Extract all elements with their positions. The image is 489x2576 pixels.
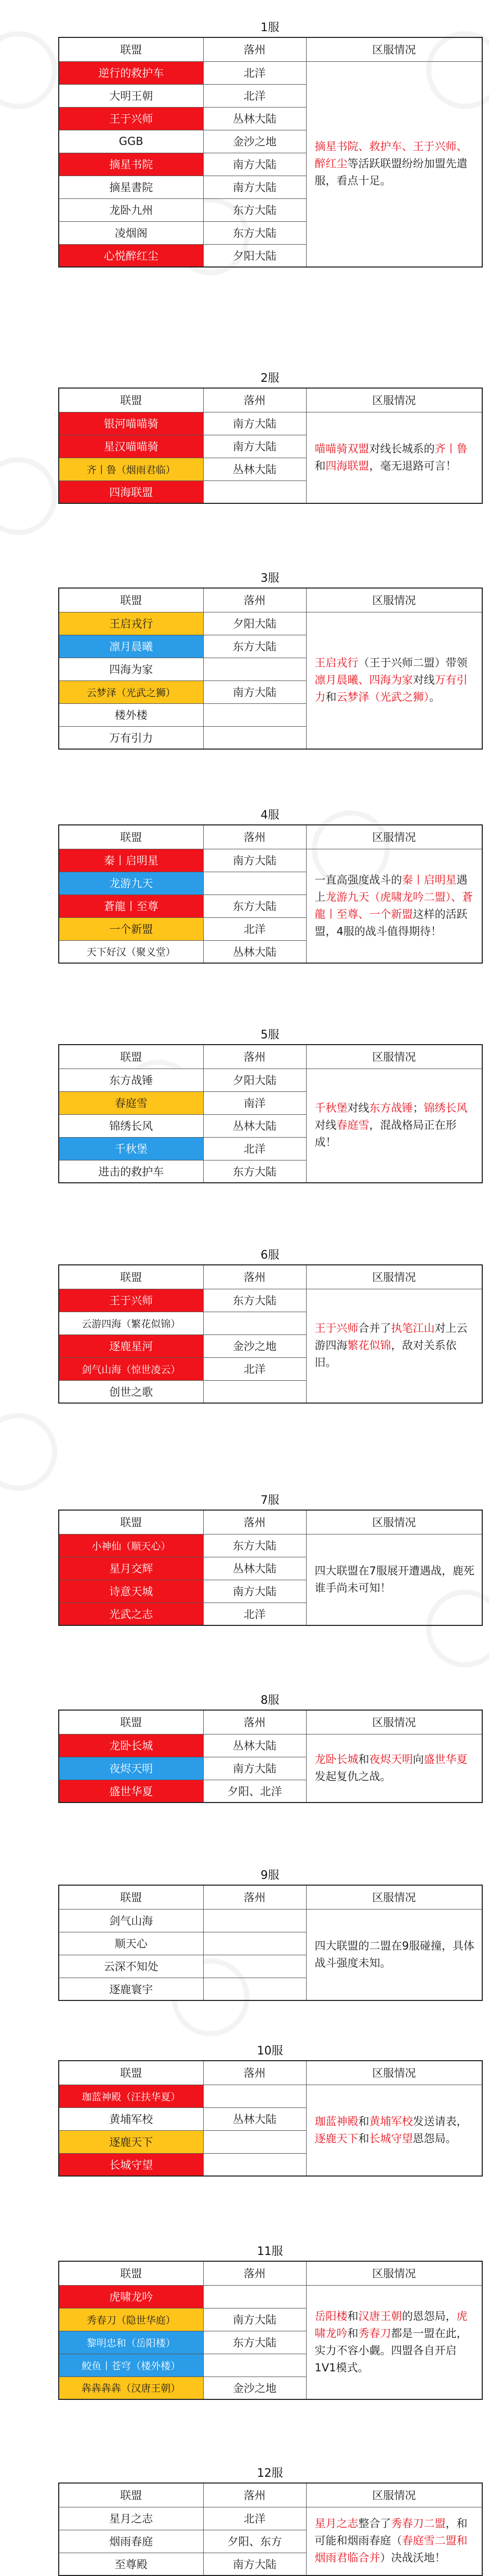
server-section [58,807,482,964]
table-row [59,2507,482,2530]
alliance-cell: 王启戎行 [59,612,203,635]
situation-text: 对线 [413,674,435,687]
header-alliance: 联盟 [59,1885,203,1909]
alliance-cell: 四海联盟 [59,481,203,503]
alliance-cell: 齐丨鲁（烟雨君临） [59,458,203,481]
alliance-cell: 东方战锤 [59,1069,203,1091]
header-alliance: 联盟 [59,825,203,849]
highlight-text: 逐鹿天下 [314,2132,359,2145]
state-cell: 东方大陆 [203,1289,306,1312]
situation-cell [306,1734,482,1803]
alliance-cell: 王于兴师 [59,1289,203,1312]
situation-text: 和 [347,2327,359,2340]
header-state: 落州 [203,825,306,849]
header-alliance: 联盟 [59,37,203,61]
state-cell [203,1909,306,1932]
alliance-cell: 盛世华夏 [59,1780,203,1803]
situation-text: 对线 [347,1102,369,1115]
alliance-cell: 星汉喵喵骑 [59,435,203,458]
highlight-text: 春庭雪 [336,1119,369,1132]
alliance-cell: 心悦醉红尘 [59,244,203,267]
situation-text: 发起复仇之战。 [314,1770,391,1783]
state-cell: 金沙之地 [203,1334,306,1357]
highlight-text: 云梦泽（光武之狮） [336,691,429,704]
alliance-cell: 龙卧九州 [59,198,203,221]
state-cell: 南方大陆 [203,1757,306,1780]
table-row [59,1909,482,1932]
highlight-text: 执笔江山 [391,1322,435,1335]
header-situation: 区服情况 [306,1265,482,1289]
server-section [58,1492,482,1626]
alliance-cell: 逆行的救护车 [59,61,203,84]
alliance-cell: 虎啸龙吟 [59,2285,203,2308]
state-cell [203,1380,306,1403]
highlight-text: 秀春刀二盟 [391,2517,446,2530]
situation-text: 。 [429,691,440,704]
alliance-cell: 四海为家 [59,658,203,680]
alliance-cell: 秀春刀（隐世华庭） [59,2308,203,2331]
server-table [58,1044,483,1183]
situation-text: 的恩怨局， [402,2310,457,2323]
table-header-row [59,2061,482,2085]
header-situation: 区服情况 [306,2483,482,2507]
state-cell [203,726,306,749]
situation-text: 对线 [314,1119,337,1132]
highlight-text: 千秋堡 [314,1102,348,1115]
alliance-cell: 长城守望 [59,2153,203,2176]
server-title: 6服 [260,1249,280,1262]
server-table [58,2261,483,2400]
state-cell: 夕阳、北洋 [203,1780,306,1803]
highlight-text: 繁花似锦 [347,1339,391,1352]
state-cell: 北洋 [203,1137,306,1160]
alliance-cell: 剑气山海（惊世凌云） [59,1357,203,1380]
table-row [59,412,482,435]
header-alliance: 联盟 [59,388,203,412]
server-table [58,1710,483,1803]
situation-text: 和 [358,1753,369,1766]
situation-text: （王于兴师二盟）带领 [358,657,468,670]
state-cell: 夕阳大陆 [203,244,306,267]
header-situation: 区服情况 [306,37,482,61]
state-cell: 南方大陆 [203,435,306,458]
table-header-row [59,825,482,849]
alliance-cell: 云梦泽（光武之狮） [59,680,203,703]
situation-text: ； [413,1102,424,1115]
alliance-cell: 云游四海（繁花似锦） [59,1312,203,1334]
situation-text: 这样的活跃盟，4服的战斗值得期待！ [314,907,468,938]
highlight-text: 星月之志 [314,2517,359,2530]
header-situation: 区服情况 [306,1510,482,1534]
alliance-cell: 至尊殿 [59,2553,203,2575]
alliance-cell: 逐鹿星河 [59,1334,203,1357]
alliance-cell: 创世之歌 [59,1380,203,1403]
server-section [58,370,482,504]
highlight-text: 夜烬天明 [369,1753,413,1766]
alliance-cell: 蒼龍丨至尊 [59,895,203,917]
server-section [58,1026,482,1183]
situation-text: 都是一盟在此，实力不容小觑。四盟各自开启1V1模式。 [314,2327,468,2374]
table-header-row [59,1885,482,1909]
situation-text: 等活跃联盟纷纷加盟先遣服，看点十足。 [314,157,468,188]
table-row [59,1289,482,1312]
server-title: 8服 [260,1694,280,1707]
highlight-text: 秀春刀 [358,2327,391,2340]
alliance-cell: 星月交辉 [59,1557,203,1580]
server-title: 7服 [260,1494,280,1507]
state-cell: 丛林大陆 [203,1557,306,1580]
highlight-text: 岳阳楼 [314,2310,348,2323]
alliance-cell: 锦绣长风 [59,1114,203,1137]
alliance-cell: 凛月晨曦 [59,635,203,658]
situation-text: 一直高强度战斗的 [314,873,402,886]
server-title: 11服 [257,2245,283,2258]
situation-text: 四大联盟在7服展开遭遇战，鹿死谁手尚未可知！ [314,1564,474,1594]
state-cell [203,1978,306,2000]
state-cell [203,2285,306,2308]
state-cell [203,1932,306,1955]
state-cell: 东方大陆 [203,198,306,221]
highlight-text: 秦丨启明星 [402,873,457,886]
header-alliance: 联盟 [59,1710,203,1734]
table-header-row [59,1265,482,1289]
table-header-row [59,1045,482,1069]
state-cell [203,658,306,680]
alliance-cell: 大明王朝 [59,84,203,107]
server-title: 3服 [260,572,280,585]
situation-text: 和 [314,459,326,472]
situation-text: 和 [358,2132,369,2145]
state-cell: 北洋 [203,1603,306,1625]
state-cell: 南方大陆 [203,176,306,198]
table-header-row [59,2483,482,2507]
state-cell: 金沙之地 [203,2377,306,2399]
situation-cell [306,1069,482,1183]
situation-text: 向 [413,1753,424,1766]
situation-text: ）决战沃地！ [380,2552,446,2565]
header-state: 落州 [203,1265,306,1289]
table-row [59,1734,482,1757]
server-table [58,2482,483,2576]
header-situation: 区服情况 [306,2261,482,2285]
state-cell: 丛林大陆 [203,1734,306,1757]
state-cell [203,2153,306,2176]
header-state: 落州 [203,1710,306,1734]
state-cell: 北洋 [203,61,306,84]
situation-text: 发送请表， [413,2115,468,2128]
highlight-text: 盛世华夏 [424,1753,468,1766]
situation-text: 对线长城系的 [369,442,435,455]
state-cell: 东方大陆 [203,635,306,658]
situation-text: 整合了 [358,2517,391,2530]
situation-cell [306,849,482,963]
server-title: 2服 [260,372,280,385]
alliance-cell: 夜烬天明 [59,1757,203,1780]
alliance-cell: 摘星书院 [59,153,203,176]
alliance-cell: 王于兴师 [59,107,203,130]
state-cell: 金沙之地 [203,130,306,153]
situation-text: ，毫无退路可言！ [369,459,457,472]
state-cell: 北洋 [203,1357,306,1380]
highlight-text: 万有引力 [314,674,468,704]
alliance-cell: 秦丨启明星 [59,849,203,872]
state-cell: 南洋 [203,1091,306,1114]
highlight-text: 汉唐王朝 [358,2310,402,2323]
header-state: 落州 [203,1045,306,1069]
server-title: 10服 [257,2045,283,2058]
server-table [58,2060,483,2177]
highlight-text: 摘星书院、救护车、王于兴师、醉红尘 [314,140,468,170]
alliance-cell: 烟雨春庭 [59,2530,203,2553]
server-section [58,1692,482,1803]
server-table [58,1885,483,2001]
state-cell: 北洋 [203,84,306,107]
table-row [59,1534,482,1557]
server-title: 4服 [260,809,280,822]
header-alliance: 联盟 [59,1265,203,1289]
server-table [58,824,483,964]
watermark-circle [0,457,57,535]
situation-text: 遇上 [314,873,468,903]
header-situation: 区服情况 [306,1045,482,1069]
alliance-cell: 黎明忠和（岳阳楼） [59,2331,203,2354]
state-cell: 东方大陆 [203,1160,306,1183]
highlight-text: 锦绣长风 [424,1102,468,1115]
situation-cell [306,1909,482,2000]
table-header-row [59,388,482,412]
header-situation: 区服情况 [306,825,482,849]
situation-text: ，敌对关系依旧。 [314,1339,457,1369]
alliance-cell: 光武之志 [59,1603,203,1625]
state-cell: 南方大陆 [203,153,306,176]
situation-cell [306,1534,482,1625]
state-cell: 南方大陆 [203,412,306,435]
state-cell [203,703,306,726]
alliance-cell: 天下好汉（聚义堂） [59,940,203,963]
alliance-cell: 云深不知处 [59,1955,203,1978]
alliance-cell: 春庭雪 [59,1091,203,1114]
situation-text: 和 [358,2115,369,2128]
header-situation: 区服情况 [306,2061,482,2085]
server-table [58,1510,483,1626]
alliance-cell: 犇犇犇犇（汉唐王朝） [59,2377,203,2399]
server-table [58,588,483,750]
alliance-cell: 珈蓝神殿（汪扶华夏） [59,2085,203,2107]
state-cell: 夕阳大陆 [203,612,306,635]
alliance-cell: 龙游九天 [59,872,203,895]
state-cell [203,2085,306,2107]
situation-cell [306,1289,482,1403]
server-section [58,2043,482,2177]
header-state: 落州 [203,2483,306,2507]
state-cell [203,481,306,503]
header-state: 落州 [203,2261,306,2285]
state-cell: 南方大陆 [203,1580,306,1603]
table-header-row [59,1710,482,1734]
server-title: 1服 [260,21,280,34]
alliance-cell: 进击的救护车 [59,1160,203,1183]
header-alliance: 联盟 [59,2261,203,2285]
situation-cell [306,2507,482,2575]
server-table [58,388,483,504]
table-header-row [59,1510,482,1534]
situation-text: 合并了 [358,1322,391,1335]
table-row [59,612,482,635]
alliance-cell: 逐鹿寰宇 [59,1978,203,2000]
server-section [58,2465,482,2576]
state-cell: 东方大陆 [203,221,306,244]
situation-text: 四大联盟的二盟在9服碰撞，具体战斗强度未知。 [314,1939,474,1969]
state-cell: 南方大陆 [203,2553,306,2575]
alliance-cell: 星月之志 [59,2507,203,2530]
server-section [58,1867,482,2001]
situation-text: 和 [325,691,337,704]
header-situation: 区服情况 [306,1885,482,1909]
server-table [58,37,483,268]
table-row [59,61,482,84]
highlight-text: 王启戎行 [314,657,359,670]
alliance-cell: 龙卧长城 [59,1734,203,1757]
alliance-cell: 剑气山海 [59,1909,203,1932]
state-cell: 夕阳大陆 [203,1069,306,1091]
watermark-circle [0,31,57,109]
state-cell: 北洋 [203,2507,306,2530]
highlight-text: 春庭雪二盟和烟雨君临合并 [314,2534,468,2565]
table-row [59,849,482,872]
watermark-circle [0,1413,57,1491]
state-cell: 南方大陆 [203,2308,306,2331]
state-cell [203,1955,306,1978]
state-cell: 丛林大陆 [203,458,306,481]
situation-cell [306,412,482,503]
state-cell: 东方大陆 [203,2331,306,2354]
alliance-cell: 万有引力 [59,726,203,749]
table-row [59,2085,482,2107]
header-alliance: 联盟 [59,588,203,612]
state-cell: 东方大陆 [203,1534,306,1557]
header-situation: 区服情况 [306,388,482,412]
server-section [58,19,482,268]
header-situation: 区服情况 [306,1710,482,1734]
alliance-cell: 顺天心 [59,1932,203,1955]
highlight-text: 王于兴师 [314,1322,359,1335]
header-alliance: 联盟 [59,1510,203,1534]
highlight-text: 喵喵骑双盟 [314,442,369,455]
alliance-cell: 小神仙（顺天心） [59,1534,203,1557]
alliance-cell: GGB [59,130,203,153]
server-section [58,570,482,750]
alliance-cell: 诗意天城 [59,1580,203,1603]
highlight-text: 凛月晨曦、四海为家 [314,674,413,687]
alliance-cell: 千秋堡 [59,1137,203,1160]
server-title: 5服 [260,1029,280,1042]
situation-cell [306,2285,482,2399]
alliance-cell: 楼外楼 [59,703,203,726]
server-title: 9服 [260,1869,280,1882]
situation-text: ，混战格局正在形成！ [314,1119,457,1149]
alliance-cell: 摘星書院 [59,176,203,198]
state-cell [203,872,306,895]
situation-cell [306,2085,482,2176]
server-section [58,2243,482,2400]
header-state: 落州 [203,388,306,412]
header-state: 落州 [203,1885,306,1909]
alliance-cell: 黄埔军校 [59,2107,203,2130]
state-cell: 南方大陆 [203,680,306,703]
state-cell [203,1312,306,1334]
table-row [59,2285,482,2308]
highlight-text: 珈蓝神殿 [314,2115,359,2128]
table-header-row [59,2261,482,2285]
state-cell [203,2130,306,2153]
server-title: 12服 [257,2467,283,2480]
alliance-cell: 逐鹿天下 [59,2130,203,2153]
table-header-row [59,588,482,612]
state-cell: 南方大陆 [203,849,306,872]
header-state: 落州 [203,37,306,61]
situation-text: 对上云游四海 [314,1322,468,1352]
highlight-text: 龙卧长城 [314,1753,359,1766]
highlight-text: 虎啸龙吟 [314,2310,468,2340]
server-table [58,1264,483,1404]
alliance-cell: 银河喵喵骑 [59,412,203,435]
state-cell: 丛林大陆 [203,1114,306,1137]
highlight-text: 齐丨鲁 [434,442,468,455]
state-cell: 丛林大陆 [203,107,306,130]
highlight-text: 黄埔军校 [369,2115,413,2128]
highlight-text: 长城守望 [369,2132,413,2145]
situation-cell [306,612,482,749]
highlight-text: 龙游九天（虎啸龙吟二盟）、蒼龍丨至尊、一个新盟 [314,890,473,920]
header-alliance: 联盟 [59,2483,203,2507]
server-section [58,1247,482,1404]
situation-text: 和 [347,2310,359,2323]
state-cell: 东方大陆 [203,895,306,917]
header-alliance: 联盟 [59,1045,203,1069]
header-state: 落州 [203,588,306,612]
state-cell: 丛林大陆 [203,2107,306,2130]
state-cell: 北洋 [203,917,306,940]
header-situation: 区服情况 [306,588,482,612]
header-alliance: 联盟 [59,2061,203,2085]
table-header-row [59,37,482,61]
table-row [59,1069,482,1091]
situation-text: 恩怨局。 [413,2132,457,2145]
state-cell: 夕阳、东方 [203,2530,306,2553]
state-cell [203,2354,306,2377]
alliance-cell: 鲛鱼丨苍穹（楼外楼） [59,2354,203,2377]
state-cell: 丛林大陆 [203,940,306,963]
alliance-cell: 凌烟阁 [59,221,203,244]
highlight-text: 四海联盟 [325,459,369,472]
situation-text: ，和可能和烟雨春庭（ [314,2517,468,2547]
situation-cell [306,61,482,267]
alliance-cell: 一个新盟 [59,917,203,940]
header-state: 落州 [203,2061,306,2085]
header-state: 落州 [203,1510,306,1534]
highlight-text: 东方战锤 [369,1102,413,1115]
